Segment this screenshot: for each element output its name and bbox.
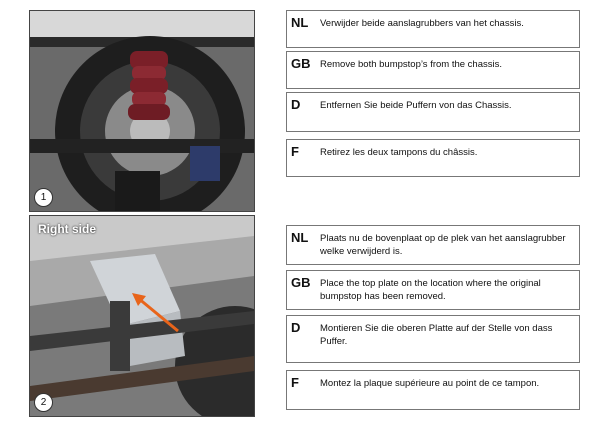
step-number-badge: 2: [34, 393, 53, 412]
instruction-text: Remove both bumpstop’s from the chassis.: [320, 59, 502, 70]
language-code: F: [291, 144, 299, 159]
step-1-photo: [29, 10, 255, 212]
instruction-box-f: [286, 370, 580, 410]
language-code: F: [291, 375, 299, 390]
step-2-photo: [29, 215, 255, 417]
language-code: D: [291, 97, 301, 112]
instruction-box-nl: [286, 10, 580, 48]
instruction-text: Verwijder beide aanslagrubbers van het chassis.: [320, 18, 524, 29]
instruction-box-gb: [286, 51, 580, 89]
instruction-text: Entfernen Sie beide Puffern von das Chassis.: [320, 100, 512, 111]
instruction-box-nl: [286, 225, 580, 265]
instruction-box-d: [286, 92, 580, 132]
language-code: GB: [291, 56, 311, 71]
language-code: D: [291, 320, 301, 335]
top-plate-illustration: [30, 216, 254, 416]
language-code: NL: [291, 15, 309, 30]
language-code: NL: [291, 230, 309, 245]
instruction-text: Montieren Sie die oberen Platte auf der Stelle von dass Puffer.: [320, 323, 553, 347]
instruction-box-f: [286, 139, 580, 177]
wheel-bumpstop-illustration: [30, 11, 254, 211]
instruction-text: Montez la plaque supérieure au point de ce tampon.: [320, 378, 540, 389]
step-number-badge: 1: [34, 188, 53, 207]
language-code: GB: [291, 275, 311, 290]
instruction-text: Place the top plate on the location where the original bumpstop has been removed.: [320, 278, 541, 302]
instruction-box-gb: [286, 270, 580, 310]
photo-side-label: Right side: [38, 222, 97, 236]
instruction-text: Plaats nu de bovenplaat op de plek van het aanslagrubber welke verwijderd is.: [320, 233, 566, 257]
instruction-box-d: [286, 315, 580, 363]
bumpstop-rubber: [128, 51, 170, 120]
instruction-text: Retirez les deux tampons du châssis.: [320, 147, 478, 158]
